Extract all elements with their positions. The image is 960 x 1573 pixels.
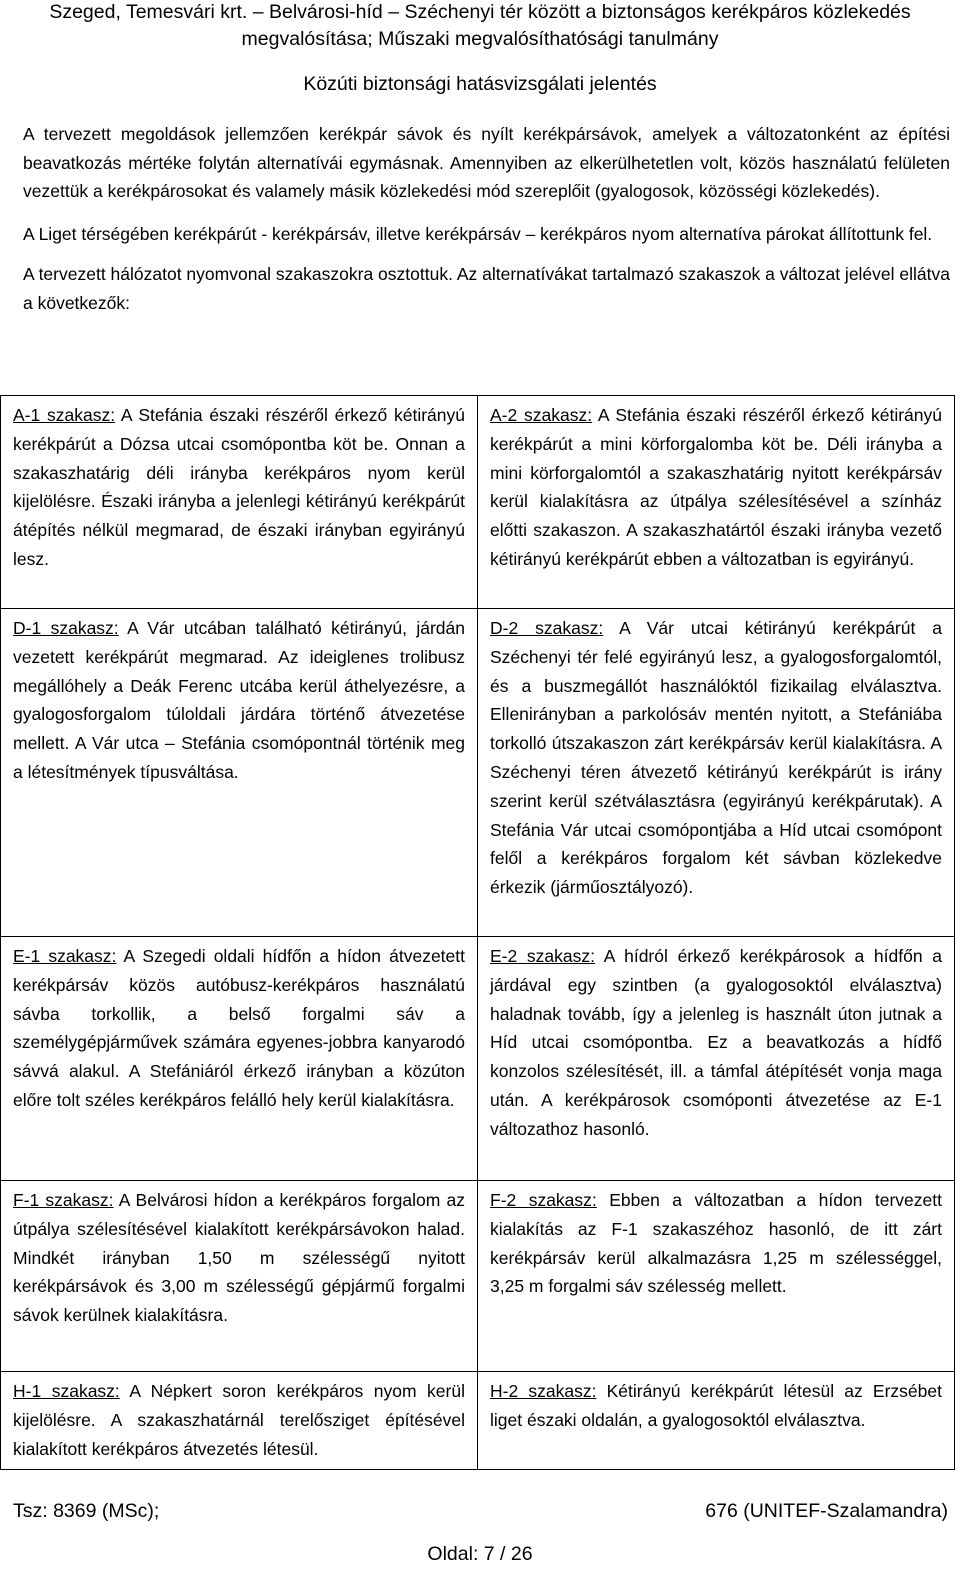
section-label: F-2 szakasz: xyxy=(490,1190,597,1210)
intro-paragraph-2: A Liget térségében kerékpárút - kerékpársáv, illetve kerékpársáv – kerékpáros nyom alternatíva párokat állítottunk fel. xyxy=(23,223,933,244)
section-cell-left xyxy=(1,937,478,1181)
page-number: Oldal: 7 / 26 xyxy=(427,1543,533,1565)
section-label: H-2 szakasz: xyxy=(490,1381,597,1401)
intro-paragraph-3: A tervezett hálózatot nyomvonal szakaszokra osztottuk. Az alternatívákat tartalmazó szakaszok a változat jelével ellátva a következők: xyxy=(23,264,950,313)
section-text: A Szegedi oldali hídfőn a hídon átvezetett kerékpársáv közös autóbusz-kerékpáros használatú sávba torkollik, a belső forgalmi sáv a személygépjárművek számára egyenes-jobbra kanyarodó sávvá alakul. A Stefániáról érkező irányban a közúton előre tolt széles kerékpáros felálló hely kerül kialakításra. xyxy=(13,946,465,1110)
section-cell-left xyxy=(1,1372,478,1470)
section-cell-right xyxy=(478,1372,955,1470)
footer-company: 676 (UNITEF-Szalamandra) xyxy=(705,1500,948,1522)
section-cell-left xyxy=(1,396,478,609)
section-text: Ebben a változatban a hídon tervezett kialakítás az F-1 szakaszéhoz hasonló, de itt zárt kerékpársáv kerül alkalmazásra 1,25 m szélességgel, 3,25 m forgalmi sáv szélesség mellett. xyxy=(490,1190,942,1297)
section-cell-right xyxy=(478,1181,955,1372)
section-text: Kétirányú kerékpárút létesül az Erzsébet liget északi oldalán, a gyalogosoktól elválasztva. xyxy=(490,1381,942,1430)
page-header xyxy=(0,0,960,100)
table-row xyxy=(1,609,955,937)
section-cell-right xyxy=(478,937,955,1181)
intro-paragraph-1: A tervezett megoldások jellemzően kerékpár sávok és nyílt kerékpársávok, amelyek a változatonként az építési beavatkozás mértéke folytán alternatívái egymásnak. Amennyiben az elkerülhetetlen volt, közös használatú felületen vezettük a kerékpárosokat és valamely másik közlekedési mód szereplőit (gyalogosok, közösségi közlekedés). xyxy=(23,124,950,202)
header-subtitle: Közúti biztonsági hatásvizsgálati jelentés xyxy=(303,73,657,95)
table-row xyxy=(1,396,955,609)
section-cell-left xyxy=(1,1181,478,1372)
footer-project-number: Tsz: 8369 (MSc); xyxy=(13,1500,160,1522)
section-cell-right xyxy=(478,609,955,937)
section-label: A-1 szakasz: xyxy=(13,405,116,425)
section-label: E-1 szakasz: xyxy=(13,946,117,966)
table-row xyxy=(1,937,955,1181)
section-cell-right xyxy=(478,396,955,609)
section-text: A hídról érkező kerékpárosok a hídfőn a járdával egy szintben (a gyalogosoktól elválasztva) haladnak tovább, így a jelenleg is használt úton jutnak a Híd utcai csomópontba. Ez a beavatkozás a hídfő konzolos szélesítését, ill. a támfal átépítését vonja maga után. A kerékpárosok csomóponti átvezetése az E-1 változathoz hasonló. xyxy=(490,946,942,1139)
section-text: A Népkert soron kerékpáros nyom kerül kijelölésre. A szakaszhatárnál terelősziget építésével kialakított kerékpáros átvezetés létesül. xyxy=(13,1381,465,1459)
intro-section xyxy=(23,120,950,330)
table-row xyxy=(1,1372,955,1470)
section-text: A Vár utcai kétirányú kerékpárút a Széchenyi tér felé egyirányú lesz, a gyalogosforgalomtól, és a buszmegállót használóktól fizikailag elválasztva. Ellenirányban a parkolósáv mentén nyitott, a Stefániába torkolló útszakaszon zárt kerékpársáv kerül kialakításra. A Széchenyi téren átvezető kétirányú kerékpárút is irány szerint kerül szétválasztásra (egyirányú kerékpárutak). A Stefánia Vár utcai csomópontjába a Híd utcai csomópont felől a kerékpáros forgalom két sávban közlekedve érkezik (járműosztályozó). xyxy=(490,618,942,898)
table-row xyxy=(1,1181,955,1372)
section-label: D-1 szakasz: xyxy=(13,618,119,638)
section-label: E-2 szakasz: xyxy=(490,946,595,966)
header-title-line-1: Szeged, Temesvári krt. – Belvárosi-híd – Széchenyi tér között a biztonságos kerékpáros közlekedés xyxy=(49,1,911,23)
section-text: A Stefánia északi részéről érkező kétirányú kerékpárút a Dózsa utcai csomópontba köt be. Onnan a szakaszhatárig déli irányba kerékpáros nyom kerül kijelölésre. Északi irányba a jelenlegi kétirányú kerékpárút átépítés nélkül megmarad, de északi irányban egyirányú lesz. xyxy=(13,405,465,569)
section-cell-left xyxy=(1,609,478,937)
section-text: A Stefánia északi részéről érkező kétirányú kerékpárút a mini körforgalomba köt be. Déli irányba a mini körforgalomtól a szakaszhatárig nyitott kerékpársáv kerül kialakításra az útpálya szélesítésével a színház előtti szakaszon. A szakaszhatártól északi irányba vezető kétirányú kerékpárút ebben a változatban is egyirányú. xyxy=(490,405,942,569)
section-label: D-2 szakasz: xyxy=(490,618,604,638)
section-label: H-1 szakasz: xyxy=(13,1381,120,1401)
section-label: A-2 szakasz: xyxy=(490,405,593,425)
section-text: A Vár utcában található kétirányú, járdán vezetett kerékpárút megmarad. Az ideiglenes trolibusz megállóhely a Deák Ferenc utcába kerül áthelyezésre, a gyalogosforgalom túloldali járdára történő átvezetése mellett. A Vár utca – Stefánia csomópontnál történik meg a létesítmények típusváltása. xyxy=(13,618,466,782)
section-text: A Belvárosi hídon a kerékpáros forgalom az útpálya szélesítésével kialakított kerékpársávokon halad. Mindkét irányban 1,50 m szélességű nyitott kerékpársávok és 3,00 m szélességű gépjármű forgalmi sávok kerülnek kialakításra. xyxy=(13,1190,465,1326)
section-label: F-1 szakasz: xyxy=(13,1190,114,1210)
section-alternatives-table xyxy=(0,395,955,1470)
header-title-line-2: megvalósítása; Műszaki megvalósíthatósági tanulmány xyxy=(241,28,719,50)
